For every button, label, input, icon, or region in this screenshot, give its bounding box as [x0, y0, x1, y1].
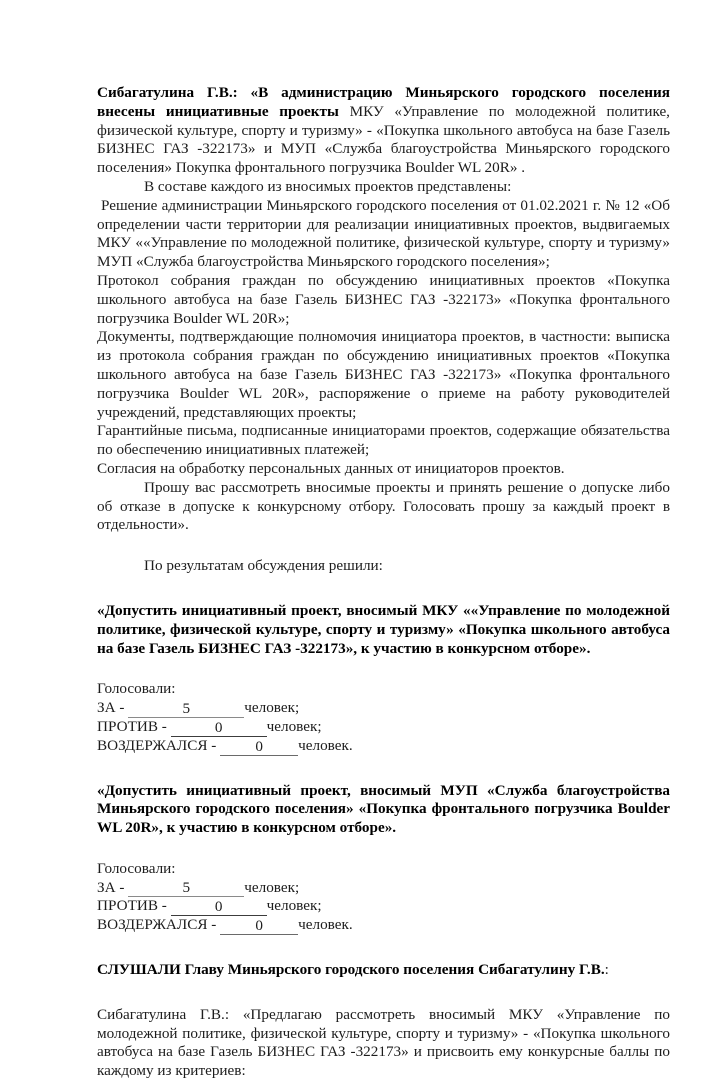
vote-protiv-label: ПРОТИВ - — [97, 717, 167, 735]
vote-vozd-blank-line — [220, 738, 298, 756]
document-page — [97, 84, 670, 1081]
vote-vozd-suffix: человек. — [298, 916, 353, 934]
paragraph-protocol: Протокол собрания граждан по обсуждению инициативных проектов «Покупка школьного автобуса на базе Газель БИЗНЕС ГАЗ -322173» «Покупка фронтального погрузчика Boulder WL 20R»; — [97, 271, 670, 327]
vote-row-za — [97, 879, 670, 898]
paragraph-request: Прошу вас рассмотреть вносимые проекты и принять решение о допуске либо об отказе в допуске к конкурсному отбору. Голосовать прошу за каждый проект в отдельности». — [97, 478, 670, 534]
vote-za-suffix: человек; — [244, 699, 300, 717]
vote-protiv-blank-line — [171, 719, 267, 737]
vote-header: Голосовали: — [97, 680, 176, 698]
vote-vozd-blank-line — [220, 917, 298, 935]
vote-protiv-value: 0 — [214, 718, 223, 736]
decision-project-2: «Допустить инициативный проект, вносимый МУП «Служба благоустройства Миньярского городского поселения» «Покупка фронтального погрузчика Boulder WL 20R», к участию в конкурсном отборе». — [97, 781, 670, 837]
vote-vozd-value: 0 — [255, 917, 263, 935]
vote-protiv-blank-line — [171, 898, 267, 916]
paragraph-intro-rest: МКУ «Управление по молодежной политике, физической культуре, спорту и туризму» - «Покупка школьного автобуса на базе Газель БИЗНЕС ГАЗ -322173» и МУП «Служба благоустройства Миньярского городского поселения» Покупка фронтального погрузчика Boulder WL 20R» . — [97, 102, 670, 177]
vote-block-1 — [97, 680, 670, 755]
vote-vozd-label: ВОЗДЕРЖАЛСЯ - — [97, 736, 217, 754]
vote-header: Голосовали: — [97, 859, 176, 877]
paragraph-composition: В составе каждого из вносимых проектов представлены: — [144, 177, 512, 195]
paragraph-documents: Документы, подтверждающие полномочия инициатора проектов, в частности: выписка из протокола собрания граждан по обсуждению инициативных проектов «Покупка школьного автобуса на базе Газель БИЗНЕС ГАЗ -322173» «Покупка фронтального погрузчика Boulder WL 20R», распоряжение о приеме на работу руководителей учреждений, представляющих проекты; — [97, 328, 670, 421]
heard-heading-colon: : — [604, 961, 609, 979]
paragraph-guarantee-letters: Гарантийные письма, подписанные инициаторами проектов, содержащие обязательства по обеспечению инициативных платежей; — [97, 422, 670, 459]
vote-row-vozd — [97, 916, 670, 935]
vote-protiv-suffix: человек; — [266, 717, 322, 735]
vote-vozd-label: ВОЗДЕРЖАЛСЯ - — [97, 916, 217, 934]
vote-za-blank-line — [128, 700, 244, 718]
vote-za-suffix: человек; — [244, 878, 300, 896]
paragraph-resolution: Решение администрации Миньярского городского поселения от 01.02.2021 г. № 12 «Об определении части территории для реализации инициативных проектов, выдвигаемых МКУ ««Управление по молодежной политике, физической культуре, спорту и туризму» МУП «Служба благоустройства Миньярского городского поселения»; — [97, 196, 670, 271]
decision-project-1: «Допустить инициативный проект, вносимый МКУ ««Управление по молодежной политике, физической культуре, спорту и туризму» «Покупка школьного автобуса на базе Газель БИЗНЕС ГАЗ -322173», к участию в конкурсном отборе». — [97, 601, 670, 657]
vote-za-blank-line — [128, 879, 244, 897]
paragraph-intro — [97, 84, 670, 178]
vote-za-value: 5 — [182, 699, 191, 717]
vote-block-2 — [97, 860, 670, 935]
vote-za-label: ЗА - — [97, 878, 125, 896]
heard-heading-bold: СЛУШАЛИ Главу Миньярского городского поселения Сибагатулину Г.В. — [97, 961, 605, 979]
vote-vozd-suffix: человек. — [298, 736, 353, 754]
vote-row-protiv — [97, 897, 670, 916]
vote-za-value: 5 — [182, 879, 191, 897]
vote-row-vozd — [97, 737, 670, 756]
vote-protiv-suffix: человек; — [266, 897, 322, 915]
paragraph-closing-proposal: Сибагатулина Г.В.: «Предлагаю рассмотреть вносимый МКУ «Управление по молодежной политике, физической культуре, спорту и туризму» - «Покупка школьного автобуса на базе Газель БИЗНЕС ГАЗ -322173» и присвоить ему конкурсные баллы по каждому из критериев: — [97, 1005, 670, 1080]
vote-row-za — [97, 699, 670, 718]
vote-za-label: ЗА - — [97, 699, 125, 717]
heard-heading — [97, 961, 670, 980]
vote-protiv-value: 0 — [214, 898, 223, 916]
vote-vozd-value: 0 — [255, 737, 263, 755]
paragraph-consents: Согласия на обработку персональных данных от инициаторов проектов. — [97, 459, 565, 477]
paragraph-results-heading: По результатам обсуждения решили: — [144, 557, 383, 575]
vote-protiv-label: ПРОТИВ - — [97, 897, 167, 915]
speaker-name-bold: Сибагатулина Г.В.: «В администрацию Миньярского городского поселения внесены инициативные проекты — [97, 84, 670, 120]
vote-row-protiv — [97, 718, 670, 737]
